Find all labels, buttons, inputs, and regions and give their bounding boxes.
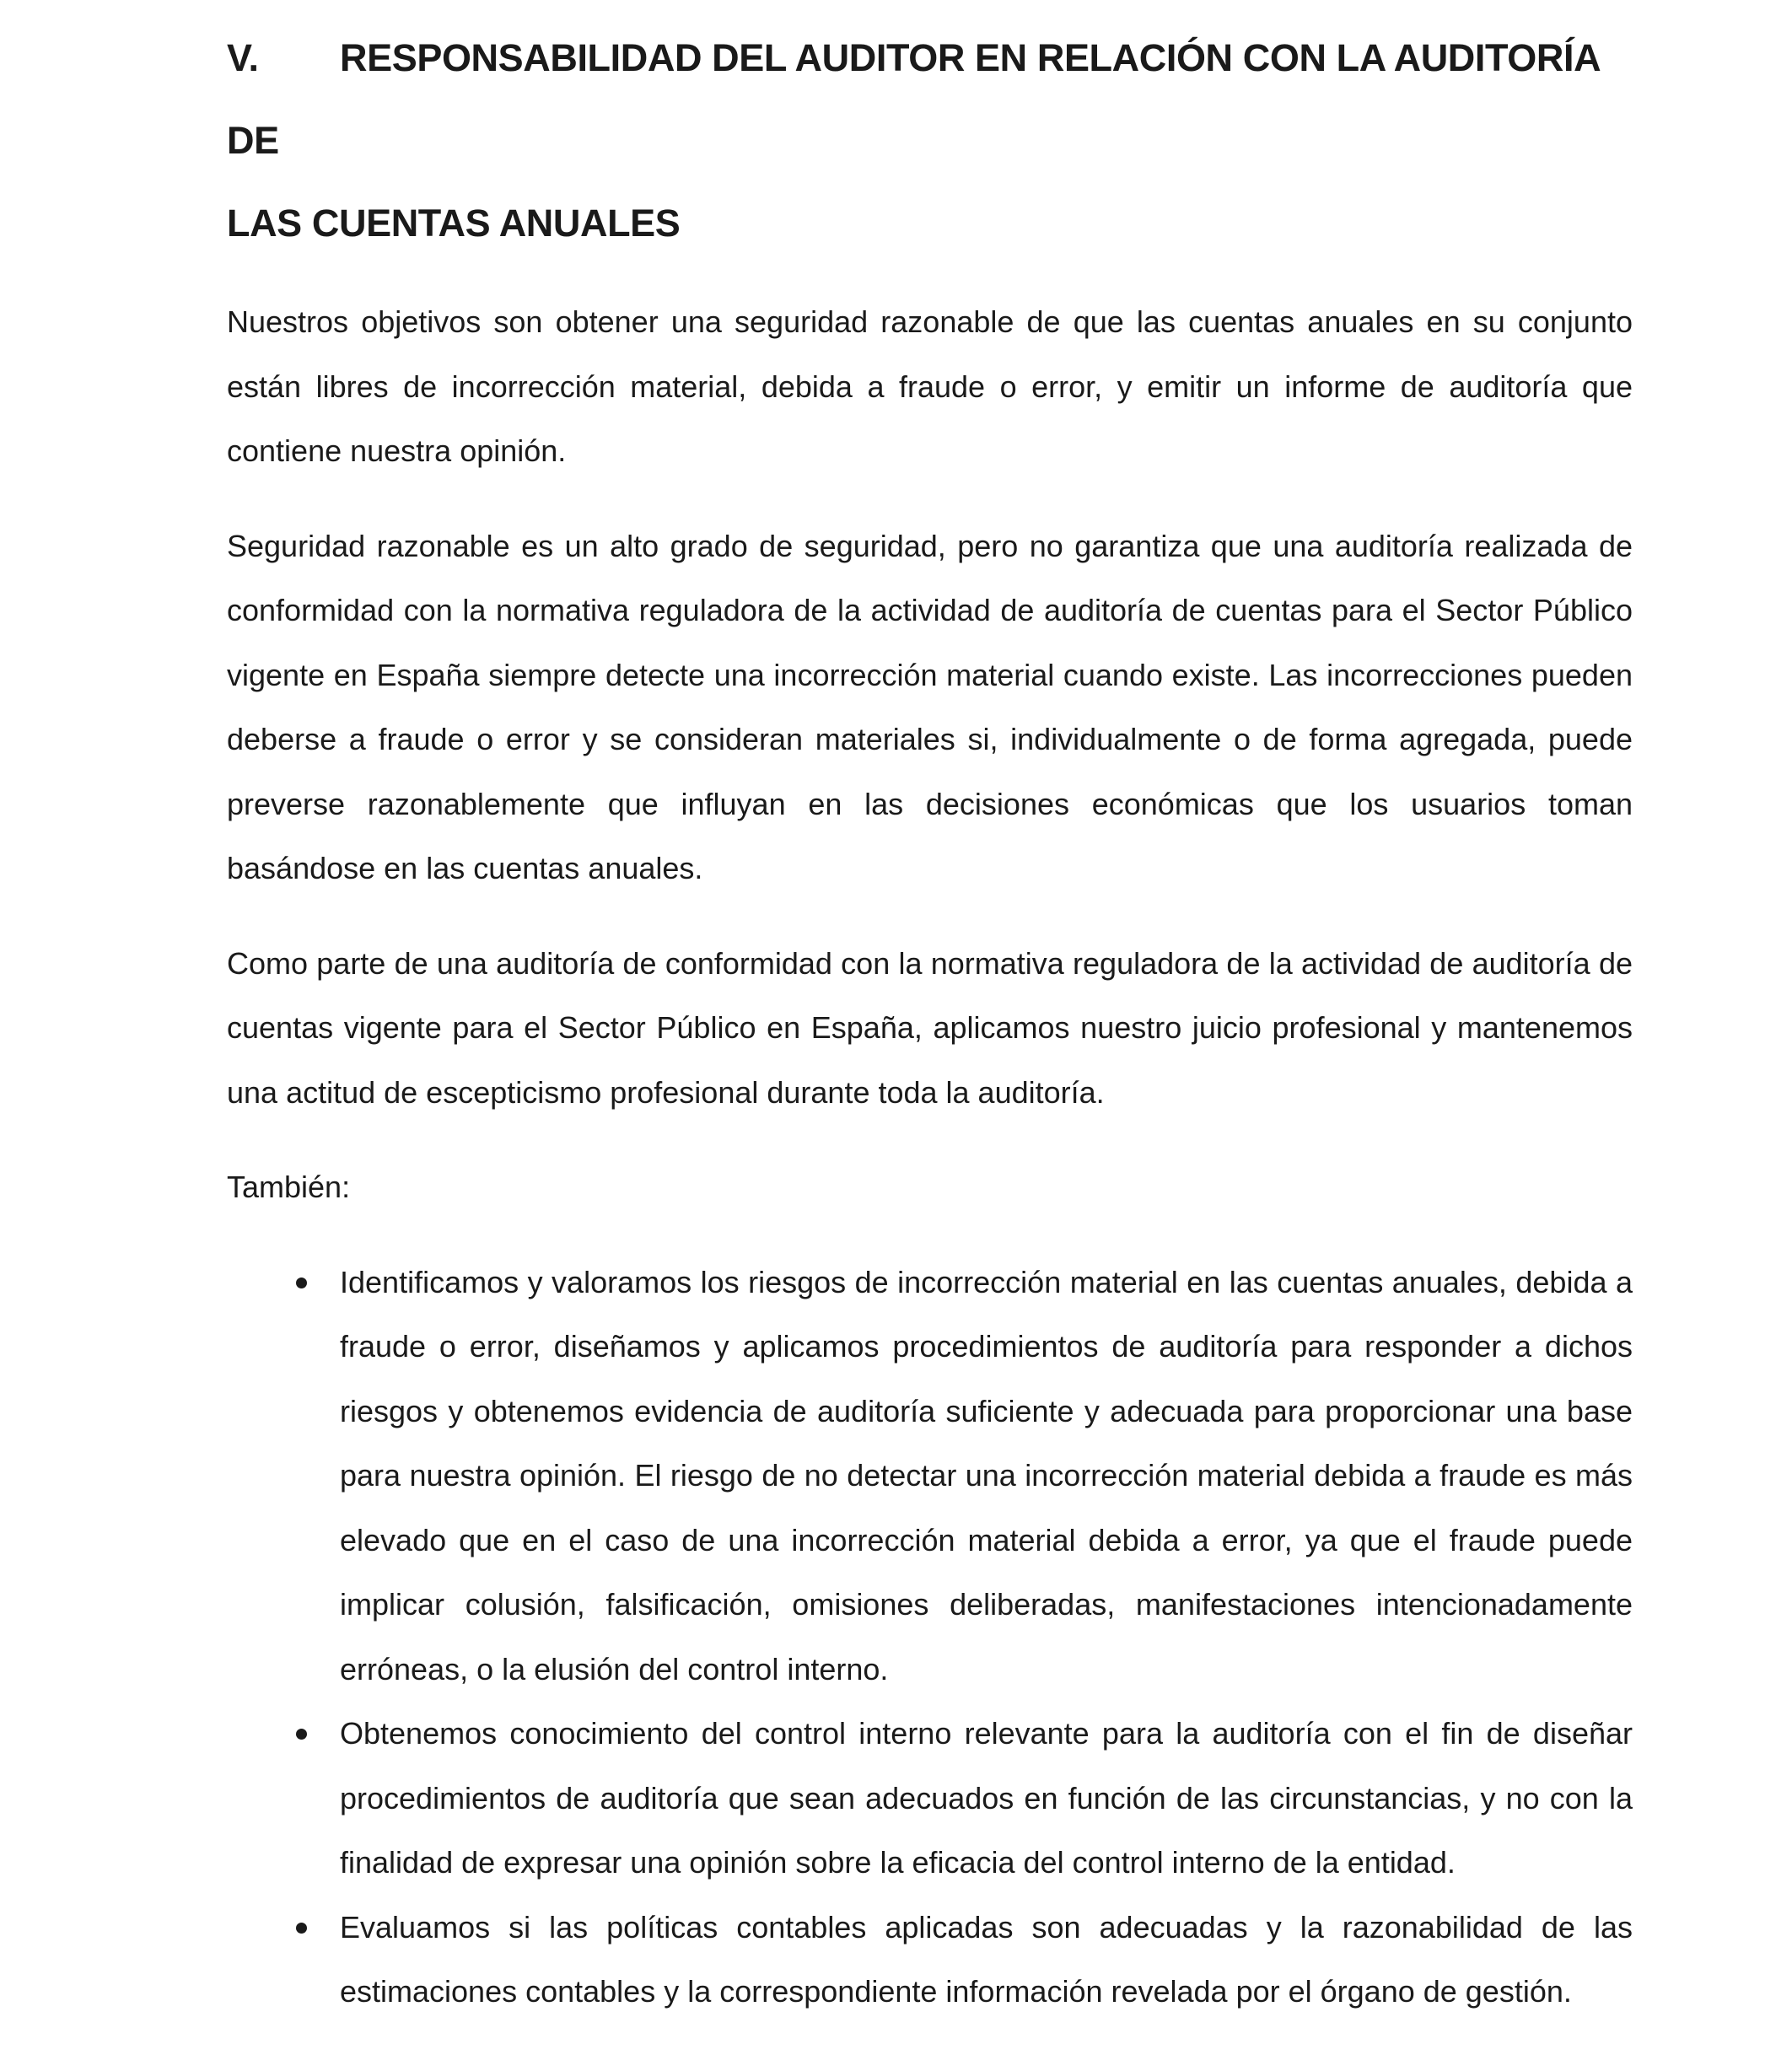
section-heading: [227, 17, 1633, 182]
list-item-text: Evaluamos si las políticas contables aplicadas son adecuadas y la razonabilidad de las estimaciones contables y la correspondiente información revelada por el órgano de gestión.: [340, 1909, 1633, 2009]
bullet-icon: [296, 1278, 307, 1288]
list-item-text: Identificamos y valoramos los riesgos de incorrección material en las cuentas anuales, debida a fraude o error, diseñamos y aplicamos procedimientos de auditoría para responder a dichos riesgos y obtenemos evidencia de auditoría suficiente y adecuada para proporcionar una base para nuestra opinión. El riesgo de no detectar una incorrección material debida a fraude es más elevado que en el caso de una incorrección material debida a error, ya que el fraude puede implicar colusión, falsificación, omisiones deliberadas, manifestaciones intencionadamente erróneas, o la elusión del control interno.: [340, 1264, 1633, 1686]
paragraph-reasonable-assurance: Seguridad razonable es un alto grado de seguridad, pero no garantiza que una auditoría realizada de conformidad con la normativa reguladora de la actividad de auditoría de cuentas para el Sector Público vigente en España siempre detecte una incorrección material cuando existe. Las incorrecciones pueden deberse a fraude o error y se consideran materiales si, individualmente o de forma agregada, puede preverse razonablemente que influyan en las decisiones económicas que los usuarios toman basándose en las cuentas anuales.: [227, 528, 1633, 885]
bullet-icon: [296, 1729, 307, 1740]
section-title-line2: LAS CUENTAS ANUALES: [227, 202, 681, 245]
bullet-icon: [296, 1923, 307, 1934]
list-item: [227, 1702, 1633, 1896]
document-page: [227, 17, 1633, 2025]
section-number: V.: [227, 36, 259, 79]
section-heading-line2: [227, 182, 1633, 265]
bullet-list: [227, 1251, 1633, 2025]
paragraph-objectives: Nuestros objetivos son obtener una seguridad razonable de que las cuentas anuales en su conjunto están libres de incorrección material, debida a fraude o error, y emitir un informe de auditoría que contiene nuestra opinión.: [227, 304, 1633, 468]
list-item-text: Obtenemos conocimiento del control interno relevante para la auditoría con el fin de diseñar procedimientos de auditoría que sean adecuados en función de las circunstancias, y no con la finalidad de expresar una opinión sobre la eficacia del control interno de la entidad.: [340, 1716, 1633, 1880]
paragraph-also: También:: [227, 1170, 351, 1204]
paragraph-professional-judgment: Como parte de una auditoría de conformidad con la normativa reguladora de la actividad de auditoría de cuentas vigente para el Sector Público en España, aplicamos nuestro juicio profesional y mantenemos una actitud de escepticismo profesional durante toda la auditoría.: [227, 945, 1633, 1110]
list-item: [227, 1251, 1633, 1703]
list-item: [227, 1896, 1633, 2025]
section-title-line1: RESPONSABILIDAD DEL AUDITOR EN RELACIÓN CON LA AUDITORÍA DE: [227, 36, 1600, 162]
